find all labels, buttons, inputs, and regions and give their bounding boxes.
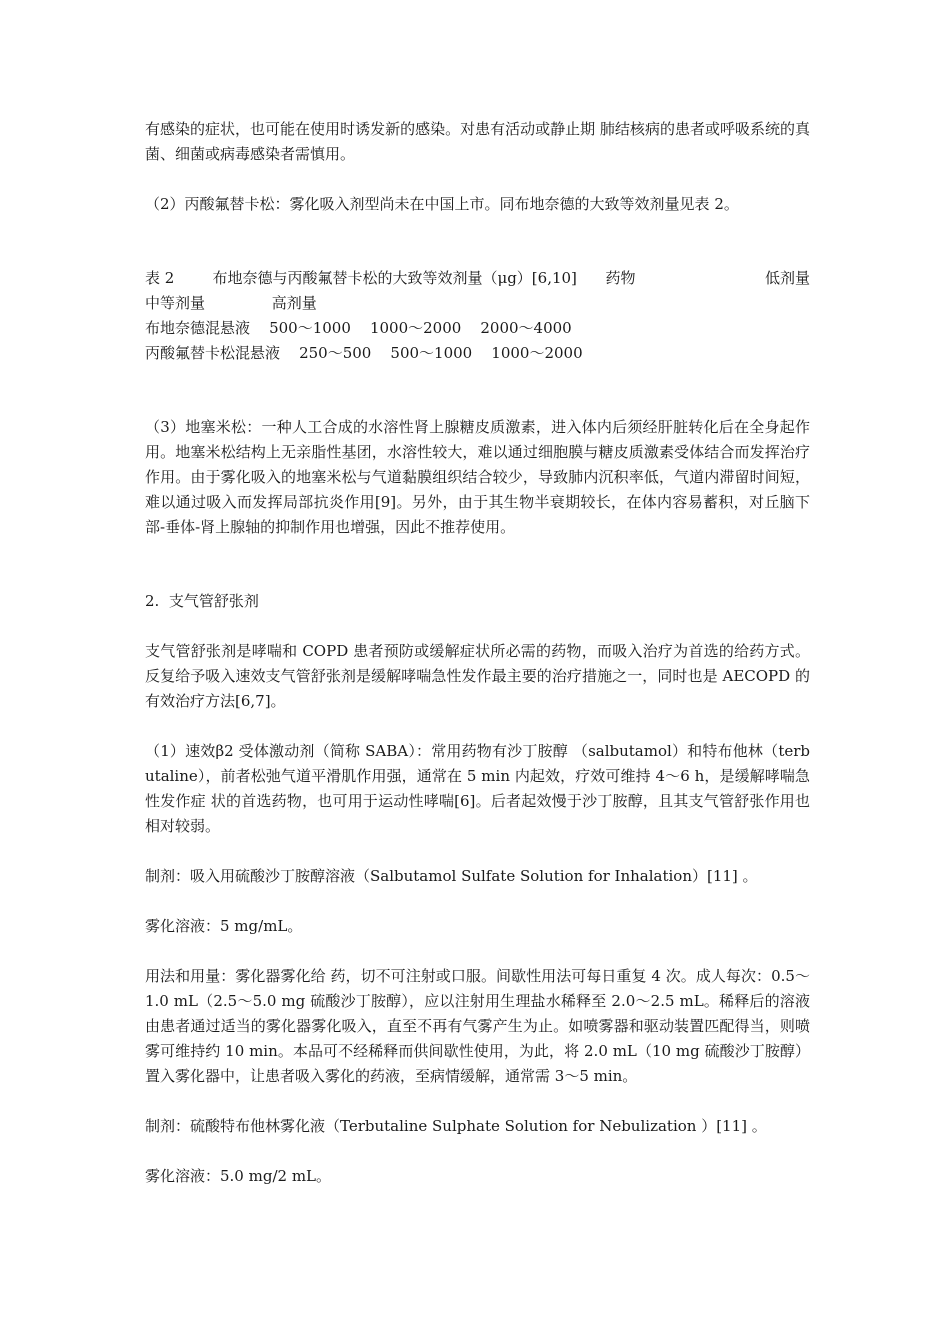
table-2-equivalent-dose [145,266,810,366]
table-2-row-budesonide: 布地奈德混悬液 500～1000 1000～2000 2000～4000 [145,319,572,337]
paragraph-terbutaline-preparation: 制剂：硫酸特布他林雾化液（Terbutaline Sulphate Solution for Nebulization ）[11] 。 [145,1117,767,1135]
table-2-row-fluticasone: 丙酸氟替卡松混悬液 250～500 500～1000 1000～2000 [145,344,583,362]
paragraph-saba: （1）速效β2 受体激动剂（简称 SABA）：常用药物有沙丁胺醇 （salbutamol）和特布他林（terbutaline），前者松弛气道平滑肌作用强，通常在 5 min 内起效，疗效可维持 4～6 h，是缓解哮喘急性发作症 状的首选药物，也可用于运动性哮喘[6]。后者起效慢于沙丁胺醇，且其支气管舒张作用也相对较弱。 [145,742,810,835]
paragraph-salbutamol-preparation: 制剂：吸入用硫酸沙丁胺醇溶液（Salbutamol Sulfate Solution for Inhalation）[11] 。 [145,867,758,885]
table-2-title: 表 2 布地奈德与丙酸氟替卡松的大致等效剂量（μg）[6,10] 药物 [145,269,636,287]
paragraph-terbutaline-solution: 雾化溶液：5.0 mg/2 mL。 [145,1167,331,1185]
table-2-header-low-dose: 低剂量 [764,269,810,287]
table-2-title-row [145,266,810,291]
paragraph-dexamethasone: （3）地塞米松：一种人工合成的水溶性肾上腺糖皮质激素，进入体内后须经肝脏转化后在全身起作用。地塞米松结构上无亲脂性基团，水溶性较大，难以通过细胞膜与糖皮质激素受体结合而发挥治疗作用。由于雾化吸入的地塞米松与气道黏膜组织结合较少，导致肺内沉积率低，气道内滞留时间短，难以通过吸入而发挥局部抗炎作用[9]。另外，由于其生物半衰期较长，在体内容易蓄积，对丘脑下部-垂体-肾上腺轴的抑制作用也增强，因此不推荐使用。 [145,418,810,536]
paragraph-usage-dosage: 用法和用量：雾化器雾化给 药，切不可注射或口服。间歇性用法可每日重复 4 次。成人每次：0.5～1.0 mL（2.5～5.0 mg 硫酸沙丁胺醇），应以注射用生理盐水稀释至 2.0～2.5 mL。稀释后的溶液由患者通过适当的雾化器雾化吸入，直至不再有气雾产生为止。如喷雾器和驱动装置匹配得当，则喷雾可维持约 10 min。本品可不经稀释而供间歇性使用，为此，将 2.0 mL（10 mg 硫酸沙丁胺醇）置入雾化器中，让患者吸入雾化的药液，至病情缓解，通常需 3～5 min。 [145,967,810,1085]
paragraph-bronchodilator-intro: 支气管舒张剂是哮喘和 COPD 患者预防或缓解症状所必需的药物，而吸入治疗为首选的给药方式。反复给予吸入速效支气管舒张剂是缓解哮喘急性发作最主要的治疗措施之一，同时也是 AECOPD 的有效治疗方法[6,7]。 [145,642,810,710]
document-page [145,117,810,1189]
paragraph-fluticasone: （2）丙酸氟替卡松：雾化吸入剂型尚未在中国上市。同布地奈德的大致等效剂量见表 2。 [145,195,739,213]
section-heading-bronchodilators: 2. 支气管舒张剂 [145,592,259,610]
paragraph-salbutamol-solution: 雾化溶液：5 mg/mL。 [145,917,303,935]
paragraph-infection-caution: 有感染的症状，也可能在使用时诱发新的感染。对患有活动或静止期 肺结核病的患者或呼吸系统的真菌、细菌或病毒感染者需慎用。 [145,120,810,163]
table-2-header-continued: 中等剂量 高剂量 [145,294,317,312]
